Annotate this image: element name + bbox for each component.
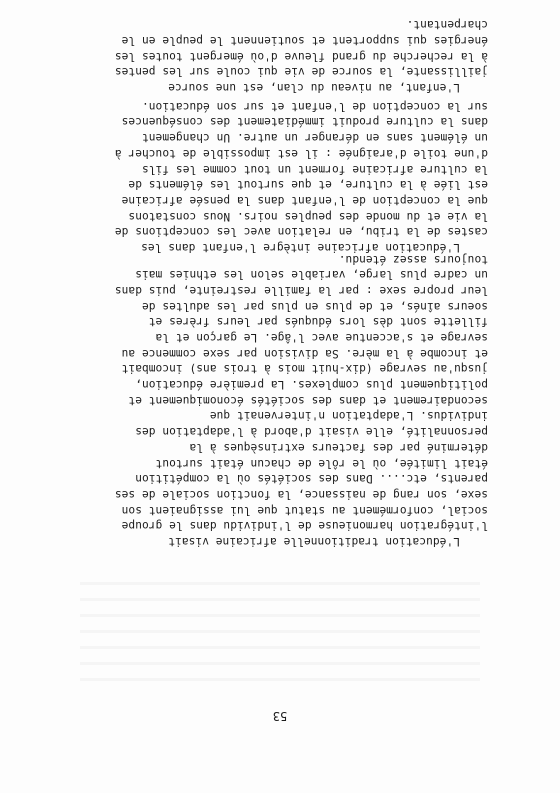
- text-line: la vie et du monde des peuples noirs. Nous constatons: [128, 209, 488, 223]
- text-line: énergies qui supportent et soutiennent le peuple en le: [121, 33, 488, 47]
- text-line: individus. L'adaptation n'intervenait que: [209, 409, 488, 423]
- paragraph-2: [70, 98, 488, 255]
- text-line: jaillissante, la source de vie qui coule sur les pentes: [114, 65, 488, 79]
- text-line: et incombe à la mère. Sa division par sexe commence au: [121, 346, 488, 360]
- text-line: un élément sans en déranger un autre. Un changement: [141, 131, 488, 145]
- paragraph-1: [70, 17, 488, 95]
- text-line: déterminé par des facteurs extrinsèques à la: [189, 440, 488, 454]
- bleed-through-shadow: [80, 582, 480, 585]
- text-line: leur propre sexe : par la famille restreinte, puis dans: [114, 284, 488, 297]
- paragraph-3: [70, 251, 488, 549]
- bleed-through-shadow: [80, 614, 480, 617]
- text-line: était limitée, où le rôle de chacun était surtout: [155, 456, 488, 470]
- text-line: que la conception de l'enfant dans la pensée africaine: [121, 193, 488, 207]
- text-line: personnalité, elle visait d'abord à l'adaptation des: [135, 425, 488, 439]
- text-line: d'une toile d'araignée : il est impossible de toucher à: [114, 146, 488, 160]
- text-line: sur la conception de l'enfant et sur son éducation.: [141, 99, 488, 113]
- text-line: parents, etc.... Dans des sociétés où la compétition: [135, 472, 488, 486]
- text-line: l'intégration harmonieuse de l'individu dans le groupe: [121, 519, 488, 533]
- page-number: 53: [272, 709, 288, 723]
- text-line: L'enfant, au niveau du clan, est une source: [168, 81, 460, 94]
- text-line: charpentant.: [406, 18, 488, 32]
- text-line: politiquement plus complexes. La première éducation,: [135, 378, 488, 392]
- text-line: sevrage et s'accentue avec l'âge. Le garçon et la: [155, 331, 488, 345]
- bleed-through-shadow: [80, 598, 480, 601]
- text-line: à la recherche du grand fleuve d'où émergent toutes les: [114, 49, 488, 63]
- text-line: secondairement et dans des sociétés économiquement et: [128, 393, 488, 407]
- text-line: L'éducation traditionnelle africaine visait: [168, 535, 460, 548]
- text-line: soeurs aînés, et de plus en plus par les adultes de: [141, 299, 488, 313]
- text-line: fillette sont dès lors éduqués par leurs frères et: [148, 315, 488, 329]
- text-line: la culture africaine forment un tout comme les fils: [141, 162, 488, 176]
- bleed-through-shadow: [80, 662, 480, 665]
- bleed-through-shadow: [80, 646, 480, 649]
- text-line: social, conformément au statut que lui assignaient son: [121, 503, 488, 517]
- text-line: toujours assez étendu.: [338, 252, 488, 266]
- text-line: un cadre plus large, variable selon les ethnies mais: [135, 268, 488, 282]
- text-line: castes de la tribu, en relation avec les conceptions de: [114, 225, 488, 239]
- text-line: sexe, son rang de naissance, la fonction sociale de ses: [114, 487, 488, 501]
- bleed-through-shadow: [80, 630, 480, 633]
- bleed-through-shadow: [80, 678, 480, 681]
- text-line: dans la culture produit immédiatement des conséquences: [121, 115, 488, 129]
- text-line: est liée à la culture, et que surtout les éléments de: [128, 178, 488, 192]
- text-line: jusqu'au sevrage (dix-huit mois à trois ans) incombait: [121, 362, 488, 376]
- text-line: L'éducation africaine intègre l'enfant dans les: [141, 241, 460, 254]
